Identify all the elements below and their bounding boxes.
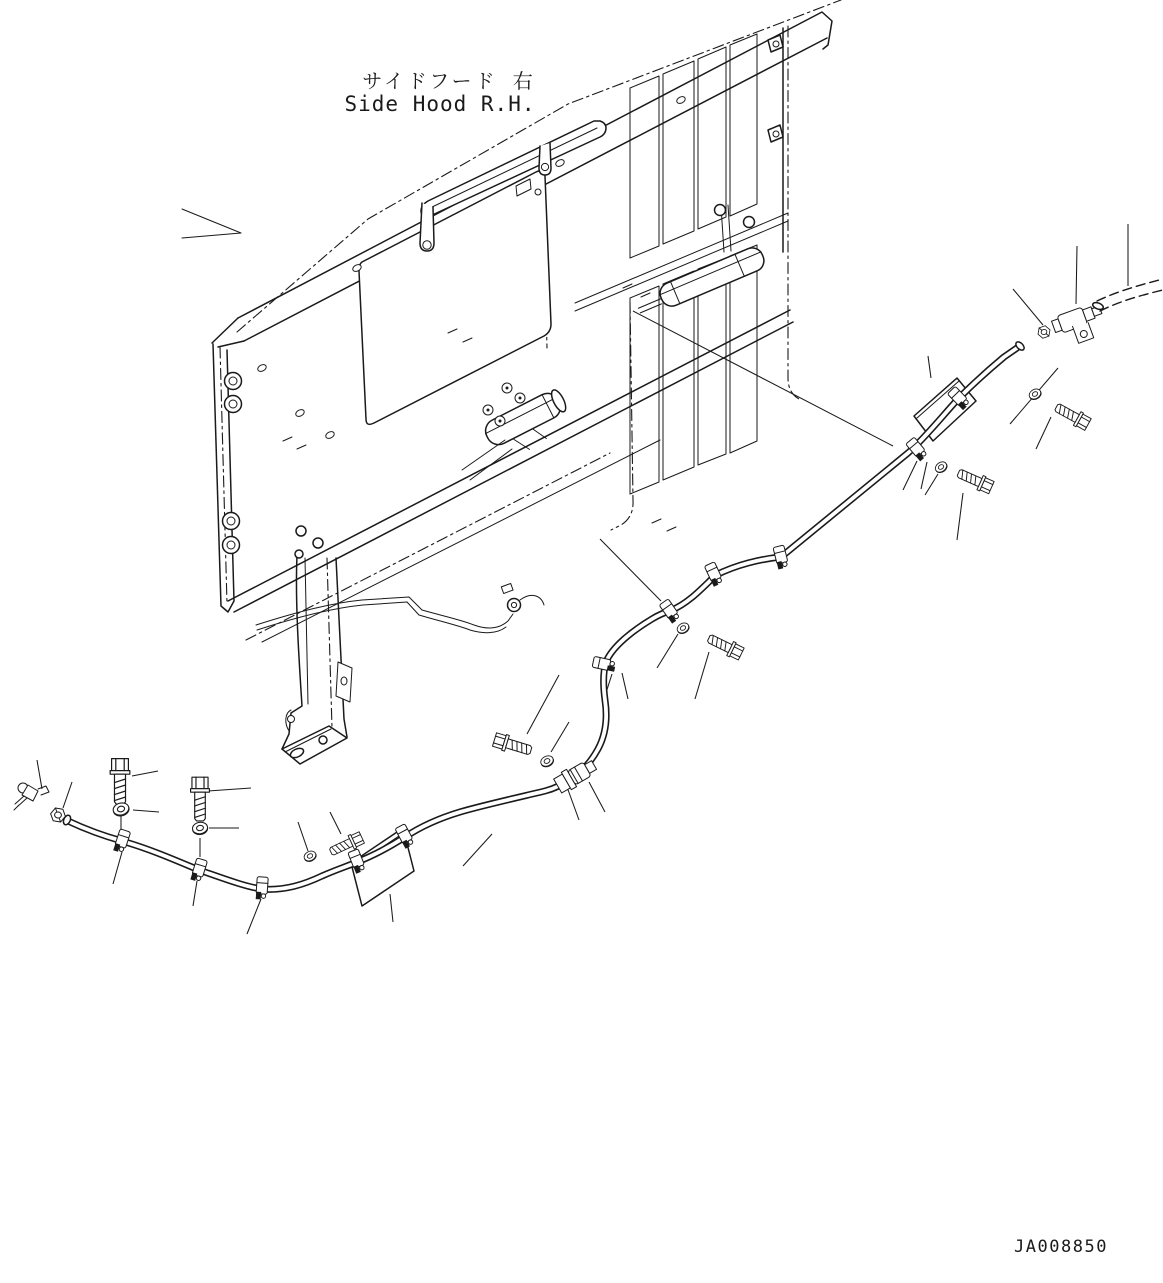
hex-bolt: [110, 759, 130, 805]
bolt-head: [715, 205, 726, 216]
hose-clamp: [592, 656, 616, 671]
leader-line: [551, 722, 569, 752]
flange-bolt: [191, 777, 210, 821]
hose-clamps: [113, 386, 971, 900]
leader-line: [37, 760, 42, 789]
panel-screw: [295, 408, 306, 417]
hidden-hose: [1097, 279, 1163, 301]
hex-bolt: [492, 732, 533, 759]
reference-tick: [641, 293, 650, 297]
plain-washer: [303, 849, 318, 863]
leader-line: [957, 493, 963, 540]
hose-clamp: [190, 858, 207, 883]
leader-line: [193, 881, 197, 906]
plain-washer: [675, 621, 691, 636]
stay-damper: [634, 244, 768, 319]
plain-washer: [1027, 387, 1043, 402]
release-rod: [256, 583, 544, 632]
panel-screw: [257, 363, 268, 372]
leader-line: [1076, 246, 1077, 304]
leader-line: [925, 474, 938, 495]
plain-washer: [933, 460, 949, 475]
hex-bolt: [1053, 400, 1092, 431]
plain-washer: [192, 821, 209, 836]
plain-washer: [112, 801, 131, 817]
drawing-number: JA008850: [1014, 1237, 1108, 1257]
leader-line: [1036, 417, 1051, 449]
reference-tick: [667, 527, 676, 531]
leader-line: [298, 822, 308, 851]
hex-bolt: [955, 466, 994, 495]
bolt-head: [744, 217, 755, 228]
leader-line: [390, 894, 393, 922]
leader-line: [133, 810, 159, 812]
panel-screw: [555, 158, 566, 167]
leader-line: [589, 782, 605, 812]
leader-line: [567, 787, 579, 820]
leader-line: [247, 899, 261, 934]
hinge-pins: [223, 373, 242, 554]
hose-clamp: [113, 829, 130, 854]
leader-line: [208, 788, 251, 791]
louver-grille-upper: [630, 34, 757, 258]
leader-line: [657, 634, 678, 668]
door-pin: [535, 189, 541, 195]
leader-line: [527, 675, 559, 734]
plain-washer: [539, 754, 555, 769]
leader-line: [633, 311, 893, 446]
view-arrow: [182, 209, 241, 238]
leader-line: [903, 461, 917, 490]
title-english: Side Hood R.H.: [344, 92, 536, 116]
title-japanese: サイドフード 右: [362, 69, 536, 93]
support-bracket: [282, 526, 352, 764]
latch-clips: [768, 35, 783, 142]
leader-line: [622, 673, 628, 699]
leader-line: [921, 462, 927, 489]
panel-screw: [325, 430, 336, 439]
access-door: [359, 171, 551, 425]
leader-line: [928, 356, 931, 378]
hose-clamp: [256, 877, 269, 900]
leader-line: [132, 771, 158, 776]
leader-line: [463, 834, 492, 866]
panel-screw: [676, 95, 687, 104]
elbow-fitting: [14, 783, 49, 810]
leader-line: [695, 652, 709, 699]
leader-line: [63, 782, 72, 808]
leader-line: [600, 539, 661, 601]
reference-tick: [652, 519, 661, 523]
lock-cylinder: [481, 387, 576, 464]
leader-line: [330, 812, 341, 834]
reference-tick: [297, 445, 306, 449]
grease-hose: [68, 348, 1017, 889]
leader-line: [113, 852, 122, 884]
clip-nut: [1036, 325, 1052, 340]
hex-bolt: [705, 631, 744, 661]
leader-line: [1013, 289, 1043, 325]
reference-tick: [283, 437, 292, 441]
grease-hose-assembly: [14, 279, 1163, 906]
